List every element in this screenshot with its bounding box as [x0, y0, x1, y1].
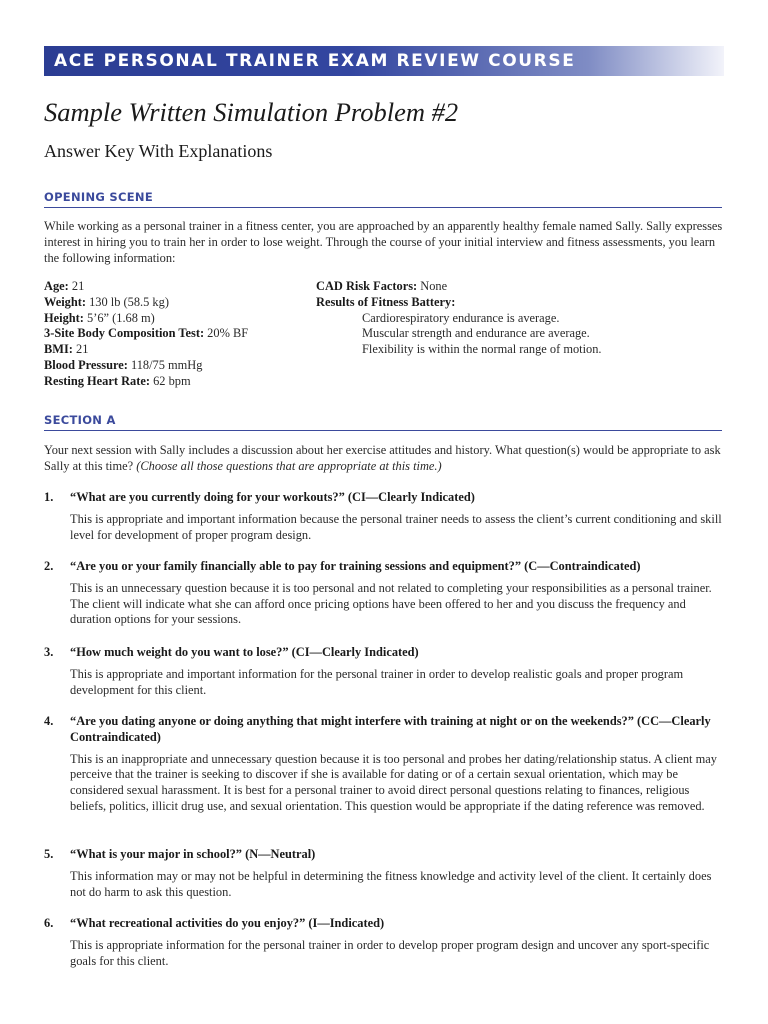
info-value: 5’6” (1.68 m) [83, 310, 155, 325]
question-number: 3. [44, 645, 54, 659]
client-info-right [316, 279, 716, 358]
section-a-heading [44, 413, 722, 431]
info-value: 118/75 mmHg [127, 357, 203, 372]
question-text: “What is your major in school?” (N—Neutral) [70, 847, 316, 861]
question-explanation: This information may or may not be helpful in determining the fitness knowledge and activity level of the client. It certainly does not do harm to ask this question. [70, 868, 712, 899]
section-a-intro-note: (Choose all those questions that are appropriate at this time.) [136, 458, 442, 473]
fitness-result: Cardiorespiratory endurance is average. [362, 310, 560, 325]
question-text: “What are you currently doing for your workouts?” (CI—Clearly Indicated) [70, 490, 475, 504]
opening-scene-heading-text: OPENING SCENE [44, 190, 153, 204]
question-explanation: This is an unnecessary question because it is too personal and not related to completing your responsibilities as a personal trainer. The client will indicate what she can afford once pricing options have been offered to her and you discuss the frequency and duration options for your sessions. [70, 580, 712, 627]
info-label: BMI: [44, 342, 73, 357]
question-number: 1. [44, 490, 54, 504]
info-label: Height: [44, 310, 84, 325]
fitness-result: Muscular strength and endurance are average. [362, 326, 590, 341]
question-explanation: This is appropriate and important information because the personal trainer needs to assess the client’s current conditioning and skill level for development of proper program design. [70, 511, 722, 542]
question-number: 5. [44, 847, 54, 861]
opening-scene-text: While working as a personal trainer in a fitness center, you are approached by an apparently healthy female named Sally. Sally expresses interest in hiring you to train her in order to lose weight. Through the course of your initial interview and fitness assessments, you learn the following information: [44, 219, 723, 265]
page-subtitle: Answer Key With Explanations [44, 141, 273, 161]
section-a-intro [44, 443, 724, 475]
question-number: 2. [44, 559, 54, 573]
info-value: 21 [72, 342, 89, 357]
info-label: Results of Fitness Battery: [316, 294, 456, 309]
info-row-resting-hr [44, 374, 304, 390]
info-value: 130 lb (58.5 kg) [86, 294, 169, 309]
info-label: CAD Risk Factors: [316, 279, 418, 293]
client-info-left [44, 279, 304, 390]
info-label: Blood Pressure: [44, 357, 128, 372]
banner-title: ACE PERSONAL TRAINER EXAM REVIEW COURSE [54, 51, 576, 71]
info-value: None [417, 279, 448, 293]
opening-scene-heading [44, 190, 722, 208]
question-explanation: This is appropriate information for the personal trainer in order to develop proper program design and uncover any sport-specific goals for this client. [70, 937, 710, 968]
info-label: Age: [44, 279, 69, 293]
info-row-cad [316, 279, 716, 295]
question-item [44, 490, 724, 543]
question-explanation: This is appropriate and important information for the personal trainer in order to develop realistic goals and proper program development for this client. [70, 666, 684, 697]
question-text: “Are you or your family financially able to pay for training sessions and equipment?” (C—Contraindicated) [70, 559, 641, 573]
section-a-intro-text: Your next session with Sally includes a discussion about her exercise attitudes and history. What question(s) would be appropriate to ask Sally at this time? [44, 443, 721, 473]
question-explanation: This is an inappropriate and unnecessary question because it is too personal and probes her dating/relationship status. A client may perceive that the trainer is seeking to discover if she is available for dating or of a certain sexual orientation, which may be considered sexual harassment. It is best for a personal trainer to avoid direct personal questions relating to finances, religious beliefs, politics, illicit drug use, and sexual orientation. This question would be appropriate if the dating reference was removed. [70, 751, 717, 813]
info-label: Weight: [44, 294, 86, 309]
question-item [44, 714, 724, 815]
section-a-heading-text: SECTION A [44, 413, 116, 427]
info-value: 20% BF [204, 326, 249, 341]
question-item [44, 847, 724, 900]
info-row-body-comp [44, 326, 304, 342]
question-text: “Are you dating anyone or doing anything that might interfere with training at night or on the weekends?” (CC—Clearly Contraindicated) [70, 714, 711, 744]
question-text: “How much weight do you want to lose?” (CI—Clearly Indicated) [70, 645, 419, 659]
fitness-result: Flexibility is within the normal range of motion. [362, 342, 602, 357]
info-label: Resting Heart Rate: [44, 373, 150, 388]
question-text: “What recreational activities do you enjoy?” (I—Indicated) [70, 916, 385, 930]
info-row-blood-pressure [44, 358, 304, 374]
info-label: 3-Site Body Composition Test: [44, 326, 205, 341]
page-title: Sample Written Simulation Problem #2 [44, 97, 459, 127]
info-row-height [44, 311, 304, 327]
info-row-weight [44, 295, 304, 311]
info-row-age [44, 279, 304, 295]
question-number: 6. [44, 916, 54, 930]
info-row-bmi [44, 342, 304, 358]
question-item [44, 916, 724, 969]
course-banner [44, 46, 724, 76]
question-item [44, 645, 724, 698]
info-value: 21 [68, 279, 85, 293]
info-row-battery [316, 295, 716, 311]
info-value: 62 bpm [149, 373, 191, 388]
question-item [44, 559, 724, 628]
question-number: 4. [44, 714, 54, 728]
